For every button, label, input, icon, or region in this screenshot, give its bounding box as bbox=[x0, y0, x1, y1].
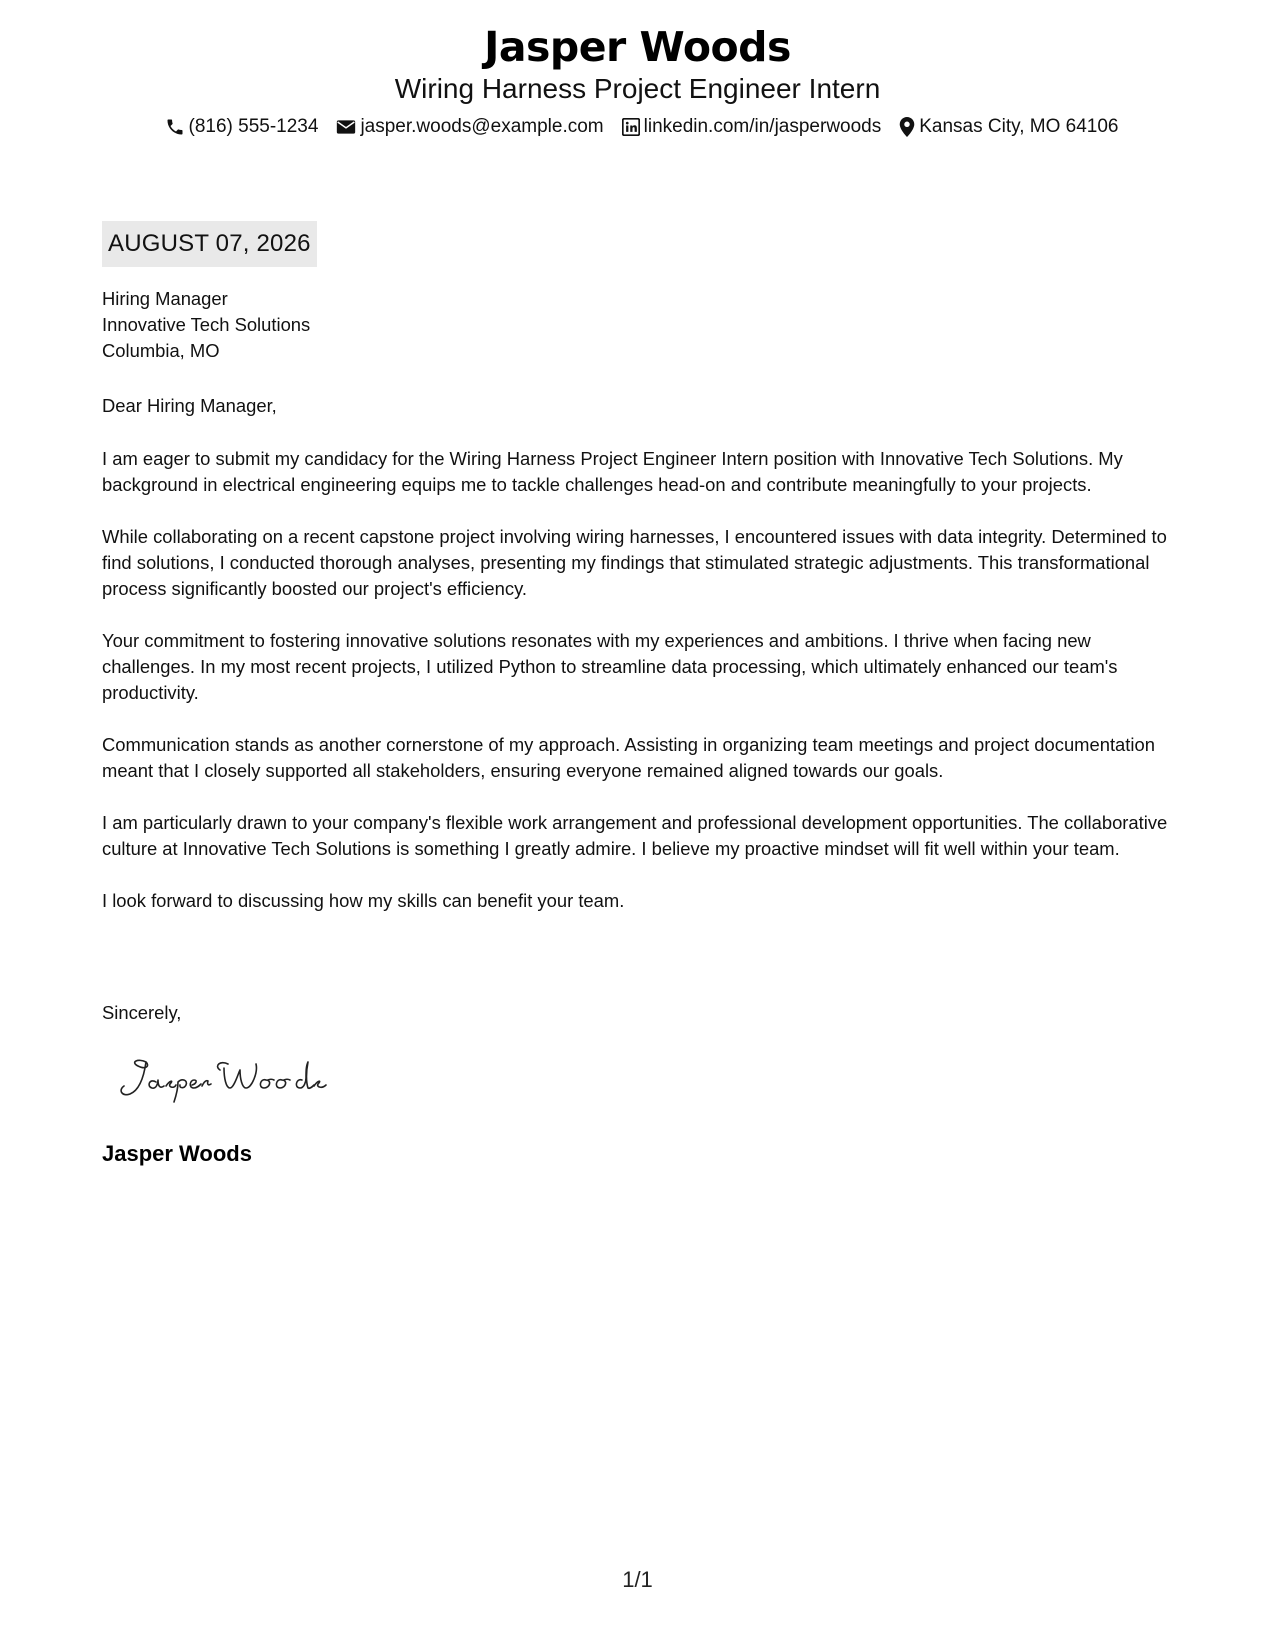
signer-name: Jasper Woods bbox=[102, 1141, 252, 1166]
location-text: Kansas City, MO 64106 bbox=[919, 116, 1119, 137]
recipient-company: Innovative Tech Solutions bbox=[102, 314, 311, 335]
recipient-block bbox=[102, 286, 1177, 364]
body-paragraph: I am eager to submit my candidacy for the Wiring Harness Project Engineer Intern position with Innovative Tech Solutions. My background in electrical engineering equips me to tackle challenges head-on and contribute meaningfully to your projects. bbox=[102, 448, 1123, 495]
linkedin-icon bbox=[622, 118, 640, 136]
contact-phone[interactable] bbox=[165, 116, 319, 138]
body-paragraph: Your commitment to fostering innovative solutions resonates with my experiences and ambitions. I thrive when facing new challenges. In my most recent projects, I utilized Python to streamline data processing, which ultimately enhanced our team's productivity. bbox=[102, 630, 1118, 703]
letter-body bbox=[102, 446, 1177, 914]
applicant-name: Jasper Woods bbox=[484, 23, 791, 71]
closing: Sincerely, bbox=[102, 1002, 182, 1023]
body-paragraph: While collaborating on a recent capstone project involving wiring harnesses, I encountered issues with data integrity. Determined to find solutions, I conducted thorough analyses, presenting my findings that stimulated strategic adjustments. This transformational process significantly boosted our project's efficiency. bbox=[102, 526, 1167, 599]
body-paragraph: I am particularly drawn to your company's flexible work arrangement and professional development opportunities. The collaborative culture at Innovative Tech Solutions is something I greatly admire. I believe my proactive mindset will fit well within your team. bbox=[102, 812, 1168, 859]
job-title: Wiring Harness Project Engineer Intern bbox=[394, 73, 881, 104]
linkedin-url: linkedin.com/in/jasperwoods bbox=[643, 116, 882, 137]
phone-number: (816) 555-1234 bbox=[188, 116, 319, 137]
salutation: Dear Hiring Manager, bbox=[102, 395, 277, 416]
map-pin-icon bbox=[899, 117, 915, 137]
phone-icon bbox=[165, 117, 185, 137]
page-indicator: 1/1 bbox=[622, 1567, 653, 1592]
email-address: jasper.woods@example.com bbox=[360, 116, 604, 137]
contact-bar bbox=[0, 116, 1275, 138]
contact-email[interactable] bbox=[336, 116, 603, 138]
recipient-location: Columbia, MO bbox=[102, 340, 220, 361]
recipient-title: Hiring Manager bbox=[102, 288, 228, 309]
letter-date: AUGUST 07, 2026 bbox=[102, 221, 317, 267]
body-paragraph: I look forward to discussing how my skills can benefit your team. bbox=[102, 890, 625, 911]
contact-location bbox=[899, 116, 1118, 138]
letter-header bbox=[0, 18, 1275, 138]
handwritten-signature bbox=[116, 1048, 366, 1108]
contact-linkedin[interactable] bbox=[622, 116, 882, 138]
body-paragraph: Communication stands as another cornerstone of my approach. Assisting in organizing team meetings and project documentation meant that I closely supported all stakeholders, ensuring everyone remained aligned towards our goals. bbox=[102, 734, 1155, 781]
envelope-icon bbox=[336, 119, 356, 135]
